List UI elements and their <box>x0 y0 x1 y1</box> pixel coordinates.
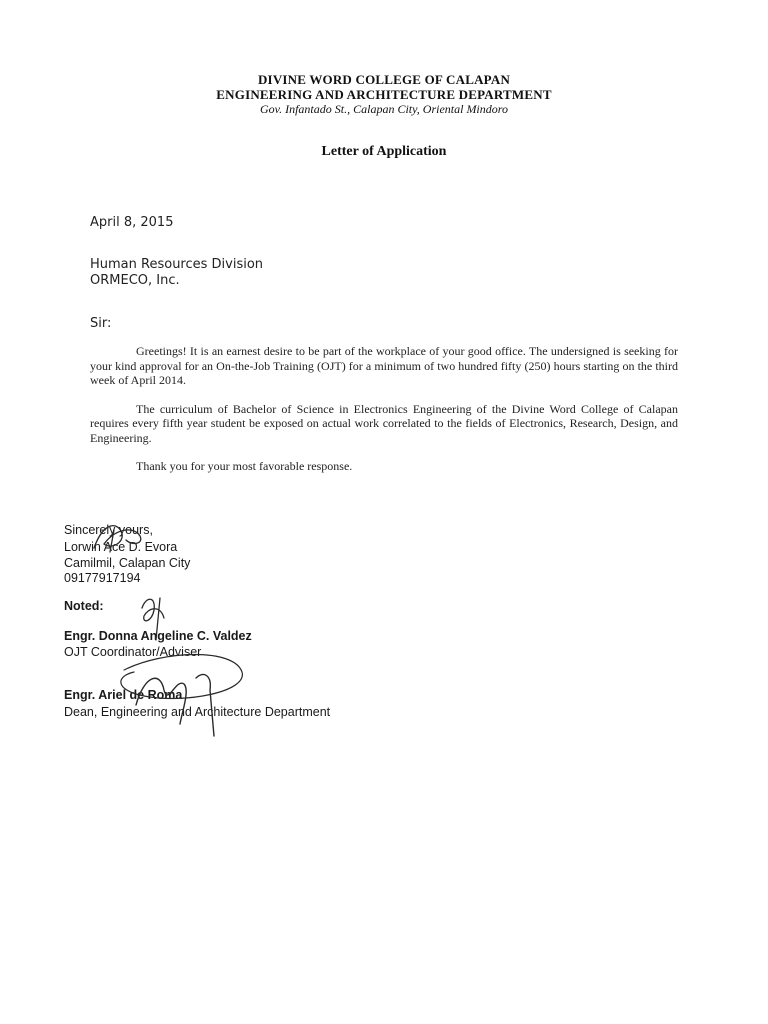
sender-phone: 09177917194 <box>64 571 141 585</box>
signature-section <box>64 500 404 740</box>
letterhead <box>0 72 768 116</box>
salutation: Sir: <box>90 316 112 331</box>
letter-title: Letter of Application <box>321 144 447 159</box>
dean-title: Dean, Engineering and Architecture Department <box>64 705 331 719</box>
coordinator-title: OJT Coordinator/Adviser <box>64 645 202 659</box>
dean-name: Engr. Ariel de Roma <box>64 688 183 702</box>
body-paragraph-3: Thank you for your most favorable response. <box>136 459 353 473</box>
department-name: ENGINEERING AND ARCHITECTURE DEPARTMENT <box>216 87 552 102</box>
body-paragraph-1: Greetings! It is an earnest desire to be part of the workplace of your good office. The undersigned is seeking for your kind approval for an On-the-Job Training (OJT) for a minimum of two hundred fifty (250) hours starting on the third week of April 2014. <box>90 344 678 387</box>
recipient-division: Human Resources Division <box>90 257 264 272</box>
sender-address: Camilmil, Calapan City <box>64 556 191 570</box>
coordinator-name: Engr. Donna Angeline C. Valdez <box>64 629 252 643</box>
closing-sign-off: Sincerely yours, <box>64 523 153 537</box>
recipient-company: ORMECO, Inc. <box>90 273 180 288</box>
letter-body <box>90 344 678 488</box>
noted-label: Noted: <box>64 599 104 613</box>
institution-name: DIVINE WORD COLLEGE OF CALAPAN <box>257 72 511 87</box>
body-paragraph-2: The curriculum of Bachelor of Science in Electronics Engineering of the Divine Word College of Calapan requires every fifth year student be exposed on actual work correlated to the fields of Electronics, Research, Design, and Engineering. <box>90 401 678 445</box>
sender-name: Lorwin Ace D. Evora <box>64 540 178 554</box>
letter-date: April 8, 2015 <box>90 215 174 230</box>
institution-address: Gov. Infantado St., Calapan City, Oriental Mindoro <box>260 102 508 116</box>
recipient-block <box>90 257 263 289</box>
